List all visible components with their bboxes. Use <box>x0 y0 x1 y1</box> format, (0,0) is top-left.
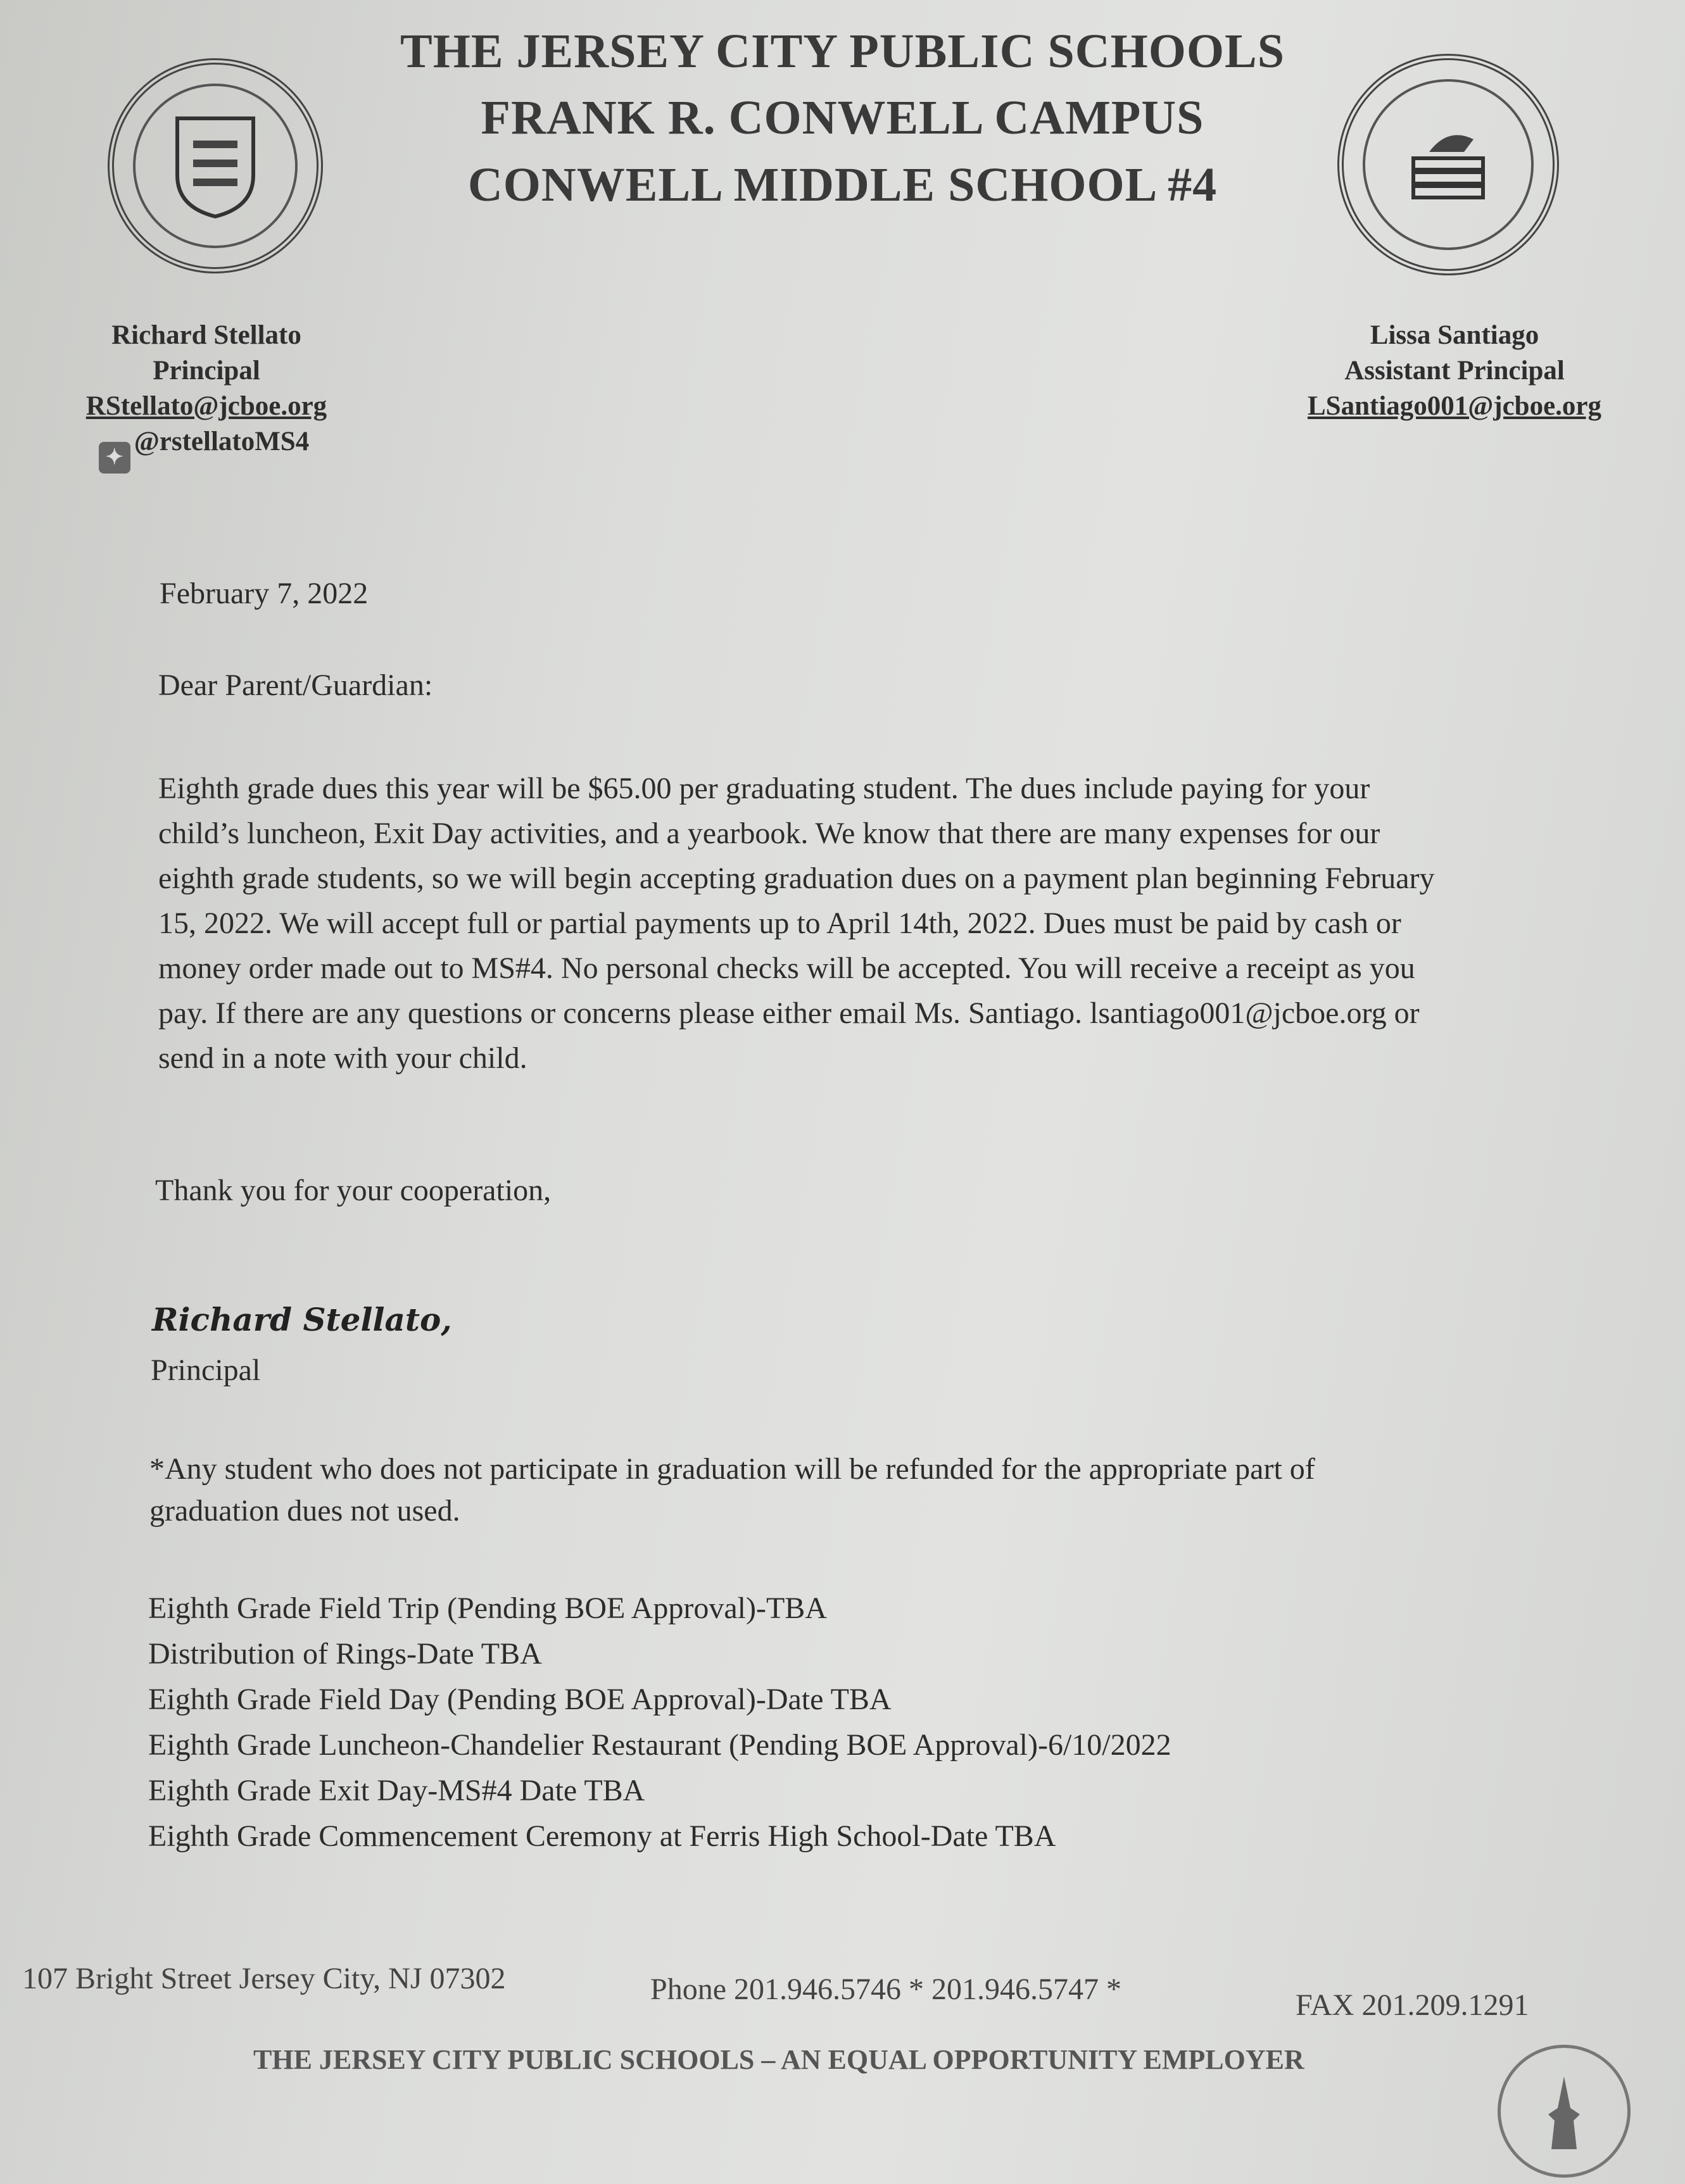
footer-fax: FAX 201.209.1291 <box>1296 1988 1529 2022</box>
body-line: pay. If there are any questions or concerns please either email Ms. Santiago. lsantiago001@jcboe.org or <box>158 996 1420 1030</box>
body-line: Eighth grade dues this year will be $65.00 per graduating student. The dues include paying for your <box>158 772 1370 805</box>
body-line: send in a note with your child. <box>158 1041 527 1075</box>
assistant-principal-contact <box>1233 318 1676 424</box>
header-line-1: THE JERSEY CITY PUBLIC SCHOOLS <box>400 25 1285 78</box>
event-item: Eighth Grade Field Day (Pending BOE Approval)-Date TBA <box>148 1683 892 1716</box>
salutation: Dear Parent/Guardian: <box>158 668 433 702</box>
footer-phone: Phone 201.946.5746 * 201.946.5747 * <box>650 1973 1121 2006</box>
principal-name: Richard Stellato <box>111 320 301 350</box>
refund-note <box>149 1448 1315 1532</box>
signature: Richard Stellato, <box>152 1301 452 1338</box>
body-line: child’s luncheon, Exit Day activities, and a yearbook. We know that there are many expenses for our <box>158 817 1380 850</box>
footer-tagline: THE JERSEY CITY PUBLIC SCHOOLS – AN EQUAL OPPORTUNITY EMPLOYER <box>253 2044 1304 2075</box>
event-list <box>148 1586 1171 1859</box>
event-item: Eighth Grade Exit Day-MS#4 Date TBA <box>148 1774 645 1807</box>
assistant-principal-title: Assistant Principal <box>1344 356 1565 386</box>
assistant-principal-email-link[interactable]: LSantiago001@jcboe.org <box>1307 391 1601 421</box>
event-item: Eighth Grade Commencement Ceremony at Ferris High School-Date TBA <box>148 1819 1056 1853</box>
letter-body-paragraph <box>158 766 1434 1081</box>
header-line-3: CONWELL MIDDLE SCHOOL #4 <box>467 158 1218 211</box>
note-line: *Any student who does not participate in graduation will be refunded for the appropriate part of <box>149 1452 1315 1486</box>
event-item: Eighth Grade Field Trip (Pending BOE Approval)-TBA <box>148 1591 827 1625</box>
principal-email-link[interactable]: RStellato@jcboe.org <box>85 391 327 421</box>
assistant-principal-name: Lissa Santiago <box>1370 320 1539 350</box>
twitter-icon: ✦ <box>99 442 130 474</box>
principal-contact <box>0 318 428 474</box>
header-line-2: FRANK R. CONWELL CAMPUS <box>481 91 1204 144</box>
event-item: Eighth Grade Luncheon-Chandelier Restaurant (Pending BOE Approval)-6/10/2022 <box>148 1728 1171 1762</box>
footer-address: 107 Bright Street Jersey City, NJ 07302 <box>22 1962 506 1995</box>
closing: Thank you for your cooperation, <box>155 1174 552 1207</box>
principal-title: Principal <box>153 356 260 386</box>
body-line: eighth grade students, so we will begin accepting graduation dues on a payment plan beginning February <box>158 862 1435 895</box>
conwell-school-seal <box>1498 2045 1631 2178</box>
new-jersey-state-seal <box>108 58 323 273</box>
event-item: Distribution of Rings-Date TBA <box>148 1637 542 1671</box>
body-line: 15, 2022. We will accept full or partial payments up to April 14th, 2022. Dues must be paid by cash or <box>158 907 1401 940</box>
note-line: graduation dues not used. <box>149 1494 460 1528</box>
body-line: money order made out to MS#4. No personal checks will be accepted. You will receive a receipt as you <box>158 951 1415 985</box>
signer-title: Principal <box>151 1353 261 1387</box>
board-of-education-seal <box>1337 54 1559 275</box>
principal-twitter-handle[interactable]: @rstellatoMS4 <box>134 427 310 456</box>
letter-date: February 7, 2022 <box>160 577 369 610</box>
